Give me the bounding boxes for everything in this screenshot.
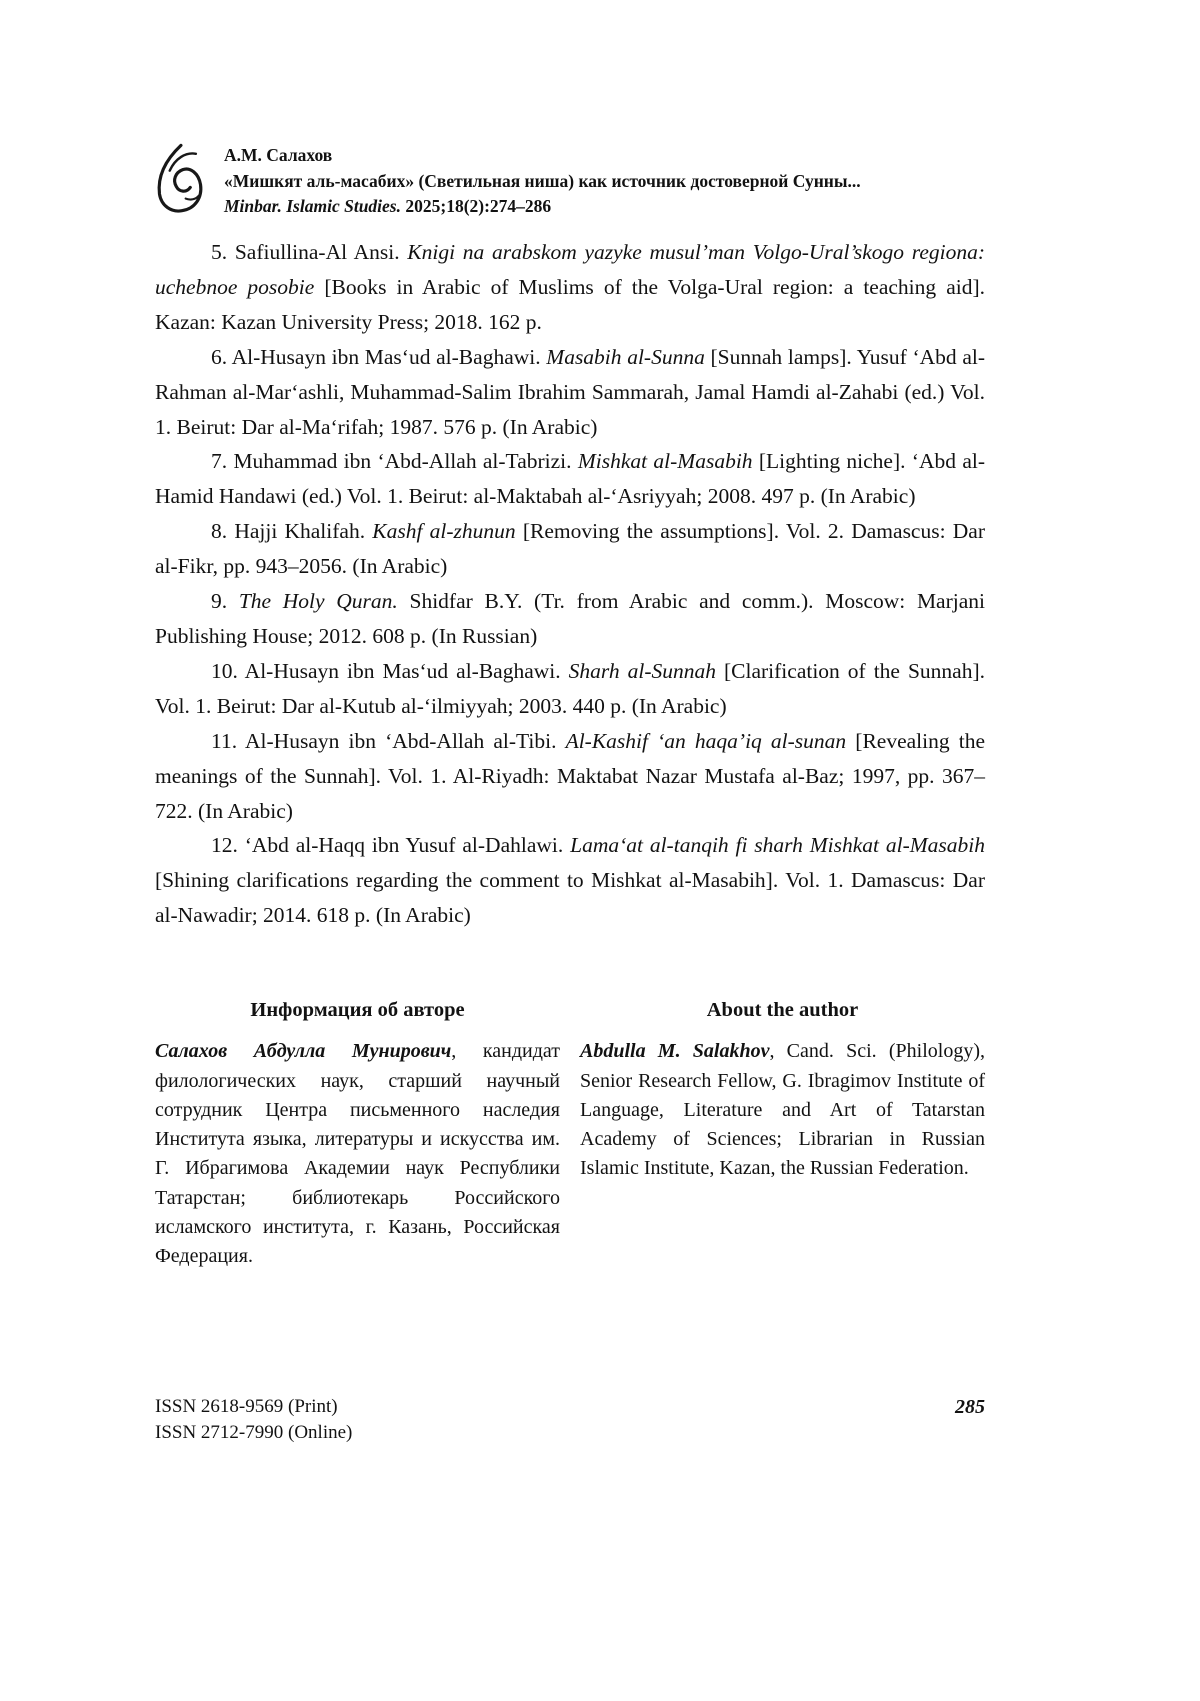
reference-title: Al-Kashif ‘an haqa’iq al-sunan (565, 728, 847, 753)
author-bio-ru: , кандидат филологических наук, старший научный сотрудник Центра письменного наследия Института языка, литературы и искусства им. Г. Ибрагимова Академии наук Республики Татарстан; библиотекарь Российского исламского института, г. Казань, Российская Федерация. (155, 1040, 560, 1268)
author-info-ru-text (155, 1037, 560, 1271)
reference-item (155, 654, 985, 724)
reference-item (155, 828, 985, 933)
journal-issue: 2025;18(2):274–286 (401, 196, 552, 216)
journal-calligraphy-logo-icon (152, 142, 208, 216)
author-name-en: Abdulla M. Salakhov (580, 1040, 770, 1063)
reference-text: 9. (211, 589, 239, 614)
reference-text: 6. Al-Husayn ibn Mas‘ud al-Baghawi. (211, 344, 547, 369)
reference-text: Shidfar B.Y. (Tr. from Arabic and comm.). Moscow: Marjani Publishing House; 2012. 608 p. (In Russian) (155, 589, 986, 648)
references-list (155, 235, 985, 933)
reference-text: [Clarification of the Sunnah]. Vol. 1. Beirut: Dar al-Kutub al-‘ilmiyyah; 2003. 440 p. (In Arabic) (155, 658, 985, 718)
reference-text: [Shining clarifications regarding the comment to Mishkat al-Masabih]. Vol. 1. Damascus: Dar al-Nawadir; 2014. 618 p. (In Arabic) (155, 868, 985, 928)
running-head-title: «Мишкят аль-масабих» (Светильная ниша) как источник достоверной Сунны... (224, 170, 861, 191)
reference-text: [Lighting niche]. ‘Abd al-Hamid Handawi (ed.) Vol. 1. Beirut: al-Maktabah al-‘Asriyyah; 2008. 497 p. (In Arabic) (155, 449, 985, 509)
reference-item (155, 235, 985, 340)
running-head-text (224, 140, 861, 220)
reference-title: Knigi na arabskom yazyke musul’man Volgo-Ural’skogo regiona: uchebnoe posobie (155, 240, 985, 299)
reference-title: Sharh al-Sunnah (568, 658, 716, 683)
author-info-section (155, 996, 985, 1272)
reference-text: 11. Al-Husayn ibn ‘Abd-Allah al-Tibi. (211, 728, 566, 753)
reference-text: 7. Muhammad ibn ‘Abd-Allah al-Tabrizi. (211, 449, 578, 474)
reference-title: Lama‘at al-tanqih fi sharh Mishkat al-Masabih (570, 833, 985, 858)
reference-item (155, 340, 985, 445)
reference-title: The Holy Quran. (238, 589, 398, 614)
author-info-en (580, 996, 985, 1272)
reference-text: 8. Hajji Khalifah. (211, 519, 373, 544)
author-info-ru-heading: Информация об авторе (250, 999, 465, 1021)
journal-name: Minbar. Islamic Studies. (224, 196, 401, 216)
reference-text: 10. Al-Husayn ibn Mas‘ud al-Baghawi. (211, 658, 569, 683)
reference-text: [Revealing the meanings of the Sunnah]. Vol. 1. Al-Riyadh: Maktabat Nazar Mustafa al-Baz; 1997, pp. 367–722. (In Arabic) (155, 728, 986, 823)
author-info-ru (155, 996, 560, 1272)
reference-title: Kashf al-zhunun (372, 519, 516, 544)
running-head (152, 140, 985, 220)
reference-text: [Removing the assumptions]. Vol. 2. Damascus: Dar al-Fikr, pp. 943–2056. (In Arabic) (155, 519, 985, 579)
reference-title: Masabih al-Sunna (546, 344, 705, 369)
reference-text: [Sunnah lamps]. Yusuf ‘Abd al-Rahman al-Mar‘ashli, Muhammad-Salim Ibrahim Sammarah, Jamal Hamdi al-Zahabi (ed.) Vol. 1. Beirut: Dar al-Ma‘rifah; 1987. 576 p. (In Arabic) (155, 344, 985, 439)
page-number: 285 (955, 1396, 985, 1418)
author-bio-en: , Cand. Sci. (Philology), Senior Research Fellow, G. Ibragimov Institute of Language, Literature and Art of Tatarstan Academy of Sciences; Librarian in Russian Islamic Institute, Kazan, the Russian Federation. (580, 1040, 985, 1180)
reference-item (155, 584, 985, 654)
page-footer (155, 1394, 985, 1446)
reference-text: 5. Safiullina-Al Ansi. (211, 240, 408, 264)
issn-block (155, 1394, 352, 1446)
reference-item (155, 514, 985, 584)
author-name-ru: Салахов Абдулла Мунирович (155, 1040, 452, 1063)
author-info-en-text (580, 1037, 985, 1183)
reference-item (155, 444, 985, 514)
reference-title: Mishkat al-Masabih (577, 449, 753, 474)
reference-text: [Books in Arabic of Muslims of the Volga-Ural region: a teaching aid]. Kazan: Kazan University Press; 2018. 162 p. (155, 274, 985, 334)
author-info-en-heading: About the author (706, 999, 859, 1021)
running-head-author: А.М. Салахов (224, 145, 333, 165)
running-head-journal (224, 194, 861, 220)
issn-print: ISSN 2618-9569 (Print) (155, 1396, 338, 1417)
issn-online: ISSN 2712-7990 (Online) (155, 1422, 353, 1443)
reference-text: 12. ‘Abd al-Haqq ibn Yusuf al-Dahlawi. (211, 833, 571, 858)
reference-item (155, 724, 985, 829)
